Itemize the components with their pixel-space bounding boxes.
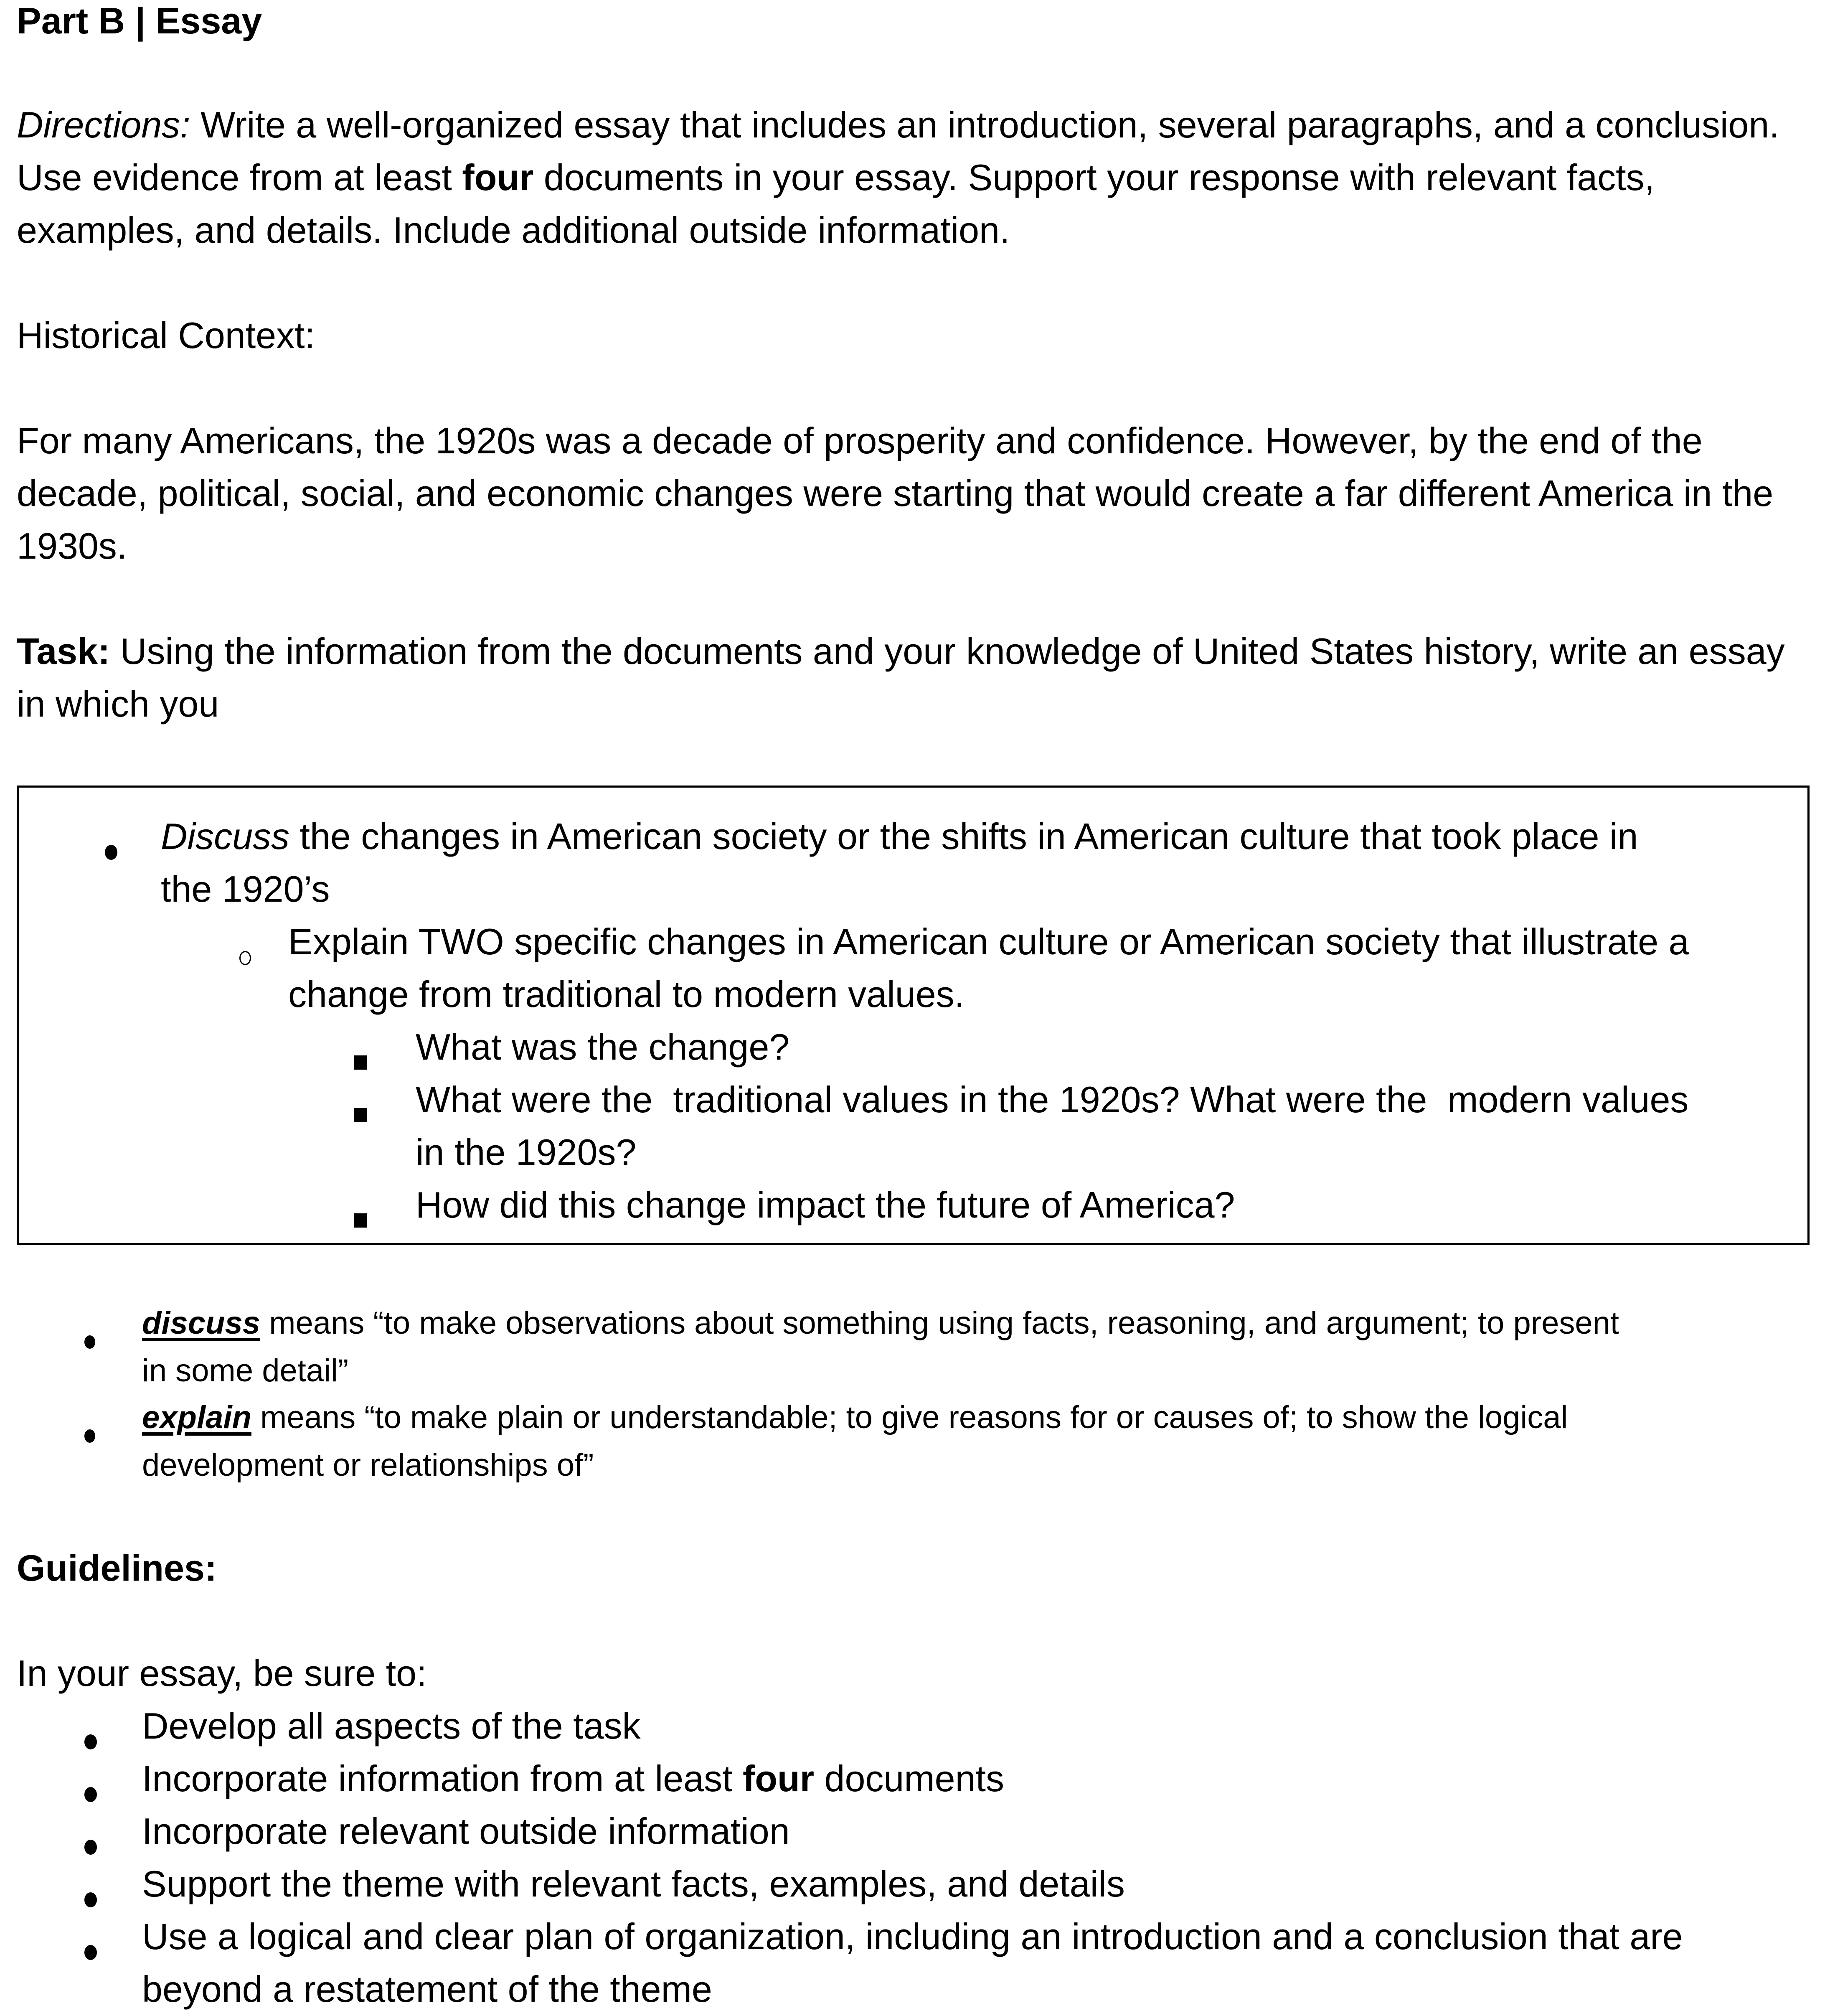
guideline-item: Use a logical and clear plan of organization, including an introduction and a conclusion that are <box>142 1916 1683 1957</box>
bullet-disc-icon <box>105 821 117 874</box>
guideline-item: Incorporate information from at least four documents <box>142 1758 1004 1799</box>
directions-text-after: documents in your essay. Support your response with relevant facts, examples, and details. Include additional outside information. <box>17 157 1655 251</box>
guidelines-heading: Guidelines: <box>17 1547 217 1589</box>
historical-context-text: For many Americans, the 1920s was a decade of prosperity and confidence. However, by the end of the decade, political, social, and economic changes were starting that would create a far different America in the 1930s. <box>17 420 1774 567</box>
page-title: Part B | Essay <box>17 0 262 41</box>
directions-label: Directions: <box>17 104 190 145</box>
task-item-level2: Explain TWO specific changes in American culture or American society that illustrate a <box>288 921 1689 962</box>
bullet-square-icon <box>354 1083 367 1136</box>
directions-text-before: Write a well-organized essay that includes an introduction, several paragraphs, and a conclusion. Use evidence from at least <box>17 104 1779 198</box>
bullet-disc-icon <box>84 1921 97 1974</box>
task-question: What was the change? <box>416 1026 790 1068</box>
definition-explain-cont: development or relationships of” <box>142 1447 594 1483</box>
guideline-item: Develop all aspects of the task <box>142 1705 641 1747</box>
task-question: How did this change impact the future of America? <box>416 1184 1235 1225</box>
guideline-item-cont: beyond a restatement of the theme <box>142 1968 712 2010</box>
bullet-square-icon <box>354 1031 367 1083</box>
bullet-disc-icon <box>84 1404 95 1457</box>
task-question: What were the traditional values in the 1920s? What were the modern values <box>416 1079 1689 1120</box>
definition-explain: explain means “to make plain or understandable; to give reasons for or causes of; to show the logical <box>142 1400 1568 1435</box>
definition-term: discuss <box>142 1305 261 1341</box>
task-item-level1-cont: the 1920’s <box>161 868 330 910</box>
task-item-verb: Discuss <box>161 816 290 857</box>
task-label: Task: <box>17 630 110 672</box>
bullet-disc-icon <box>84 1869 97 1921</box>
task-item-level1: Discuss the changes in American society or the shifts in American culture that took place in <box>161 816 1638 857</box>
bullet-square-icon <box>354 1189 367 1241</box>
task-box <box>17 786 1810 1245</box>
task-paragraph <box>17 625 1813 730</box>
bullet-disc-icon <box>84 1711 97 1763</box>
bullet-circle-icon <box>239 926 251 979</box>
definition-discuss-cont: in some detail” <box>142 1353 349 1388</box>
bullet-disc-icon <box>84 1816 97 1869</box>
guideline-item: Support the theme with relevant facts, examples, and details <box>142 1863 1125 1904</box>
guideline-item: Incorporate relevant outside information <box>142 1810 790 1852</box>
task-text: Using the information from the documents and your knowledge of United States history, write an essay in which you <box>17 630 1785 725</box>
historical-context-label: Historical Context: <box>17 315 315 356</box>
task-question-cont: in the 1920s? <box>416 1131 637 1173</box>
definition-term: explain <box>142 1400 251 1435</box>
guidelines-intro: In your essay, be sure to: <box>17 1652 427 1694</box>
directions-paragraph <box>17 99 1813 257</box>
guideline-emphasis: four <box>743 1758 815 1799</box>
directions-emphasis: four <box>462 157 534 198</box>
definition-discuss: discuss means “to make observations about something using facts, reasoning, and argument; to present <box>142 1305 1619 1341</box>
bullet-disc-icon <box>84 1763 97 1816</box>
task-item-level2-cont: change from traditional to modern values. <box>288 974 965 1015</box>
bullet-disc-icon <box>84 1310 95 1363</box>
